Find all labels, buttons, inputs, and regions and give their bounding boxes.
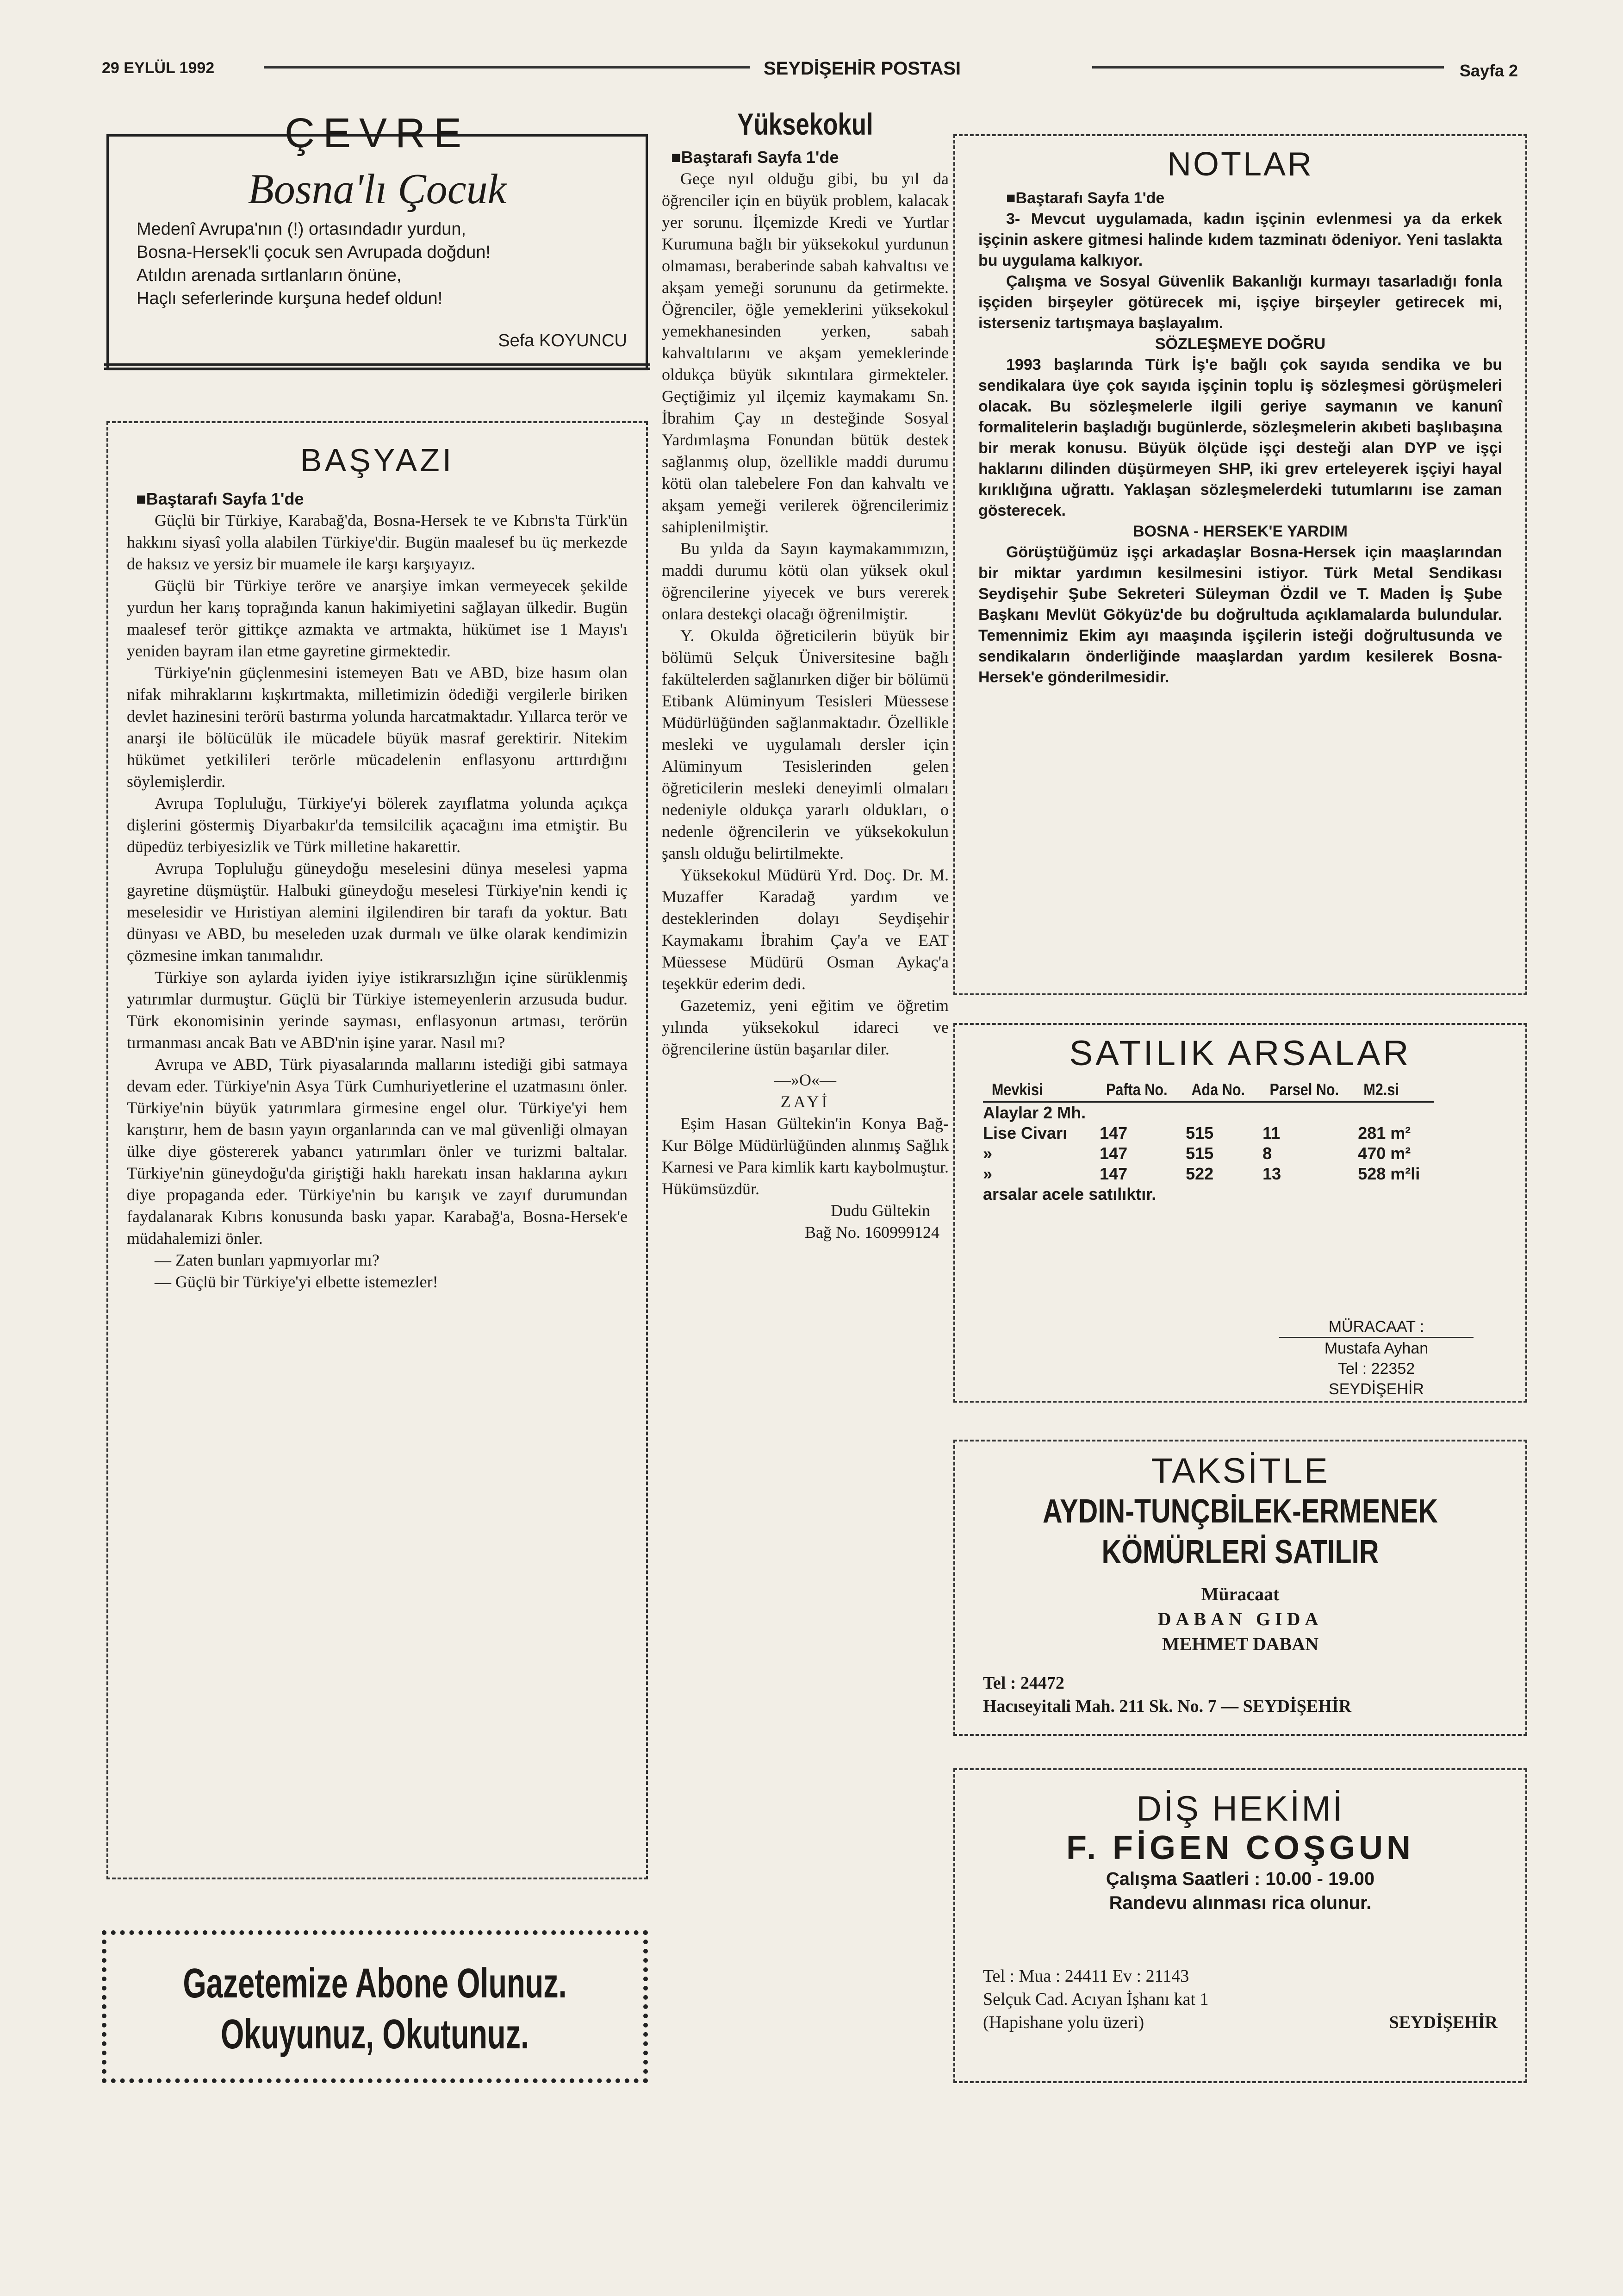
cevre-poem-box <box>106 110 648 370</box>
college-title: Yüksekokul <box>737 107 873 141</box>
dentist-name: F. FİGEN COŞGUN <box>1066 1829 1415 1866</box>
contact-phone: Tel : 22352 <box>1337 1360 1415 1378</box>
paragraph: Geçe nyıl olduğu gibi, bu yıl da öğrenciler için en büyük problem, kalacak yer sorunu. İlçemizde Kredi ve Yurtlar Kurumuna bağlı bir yüksekokul yurdunun olmaması, beraberinde sabah kahvaltısı ve akşam yemeği sorununu da getirmekte. Öğrenciler, öğle yemeklerini yüksekokul yemekhanesinden yerken, sabah kahvaltılarını ve akşam yemeklerinde oldukça büyük sıkıntılara girmekteler. Geçtiğimiz yıl ilçemiz kaymakamı Sn. İbrahim Çay ın desteğinde Sosyal Yardımlaşma Fonundan bütük destek sağlanmış olup, özellikle maddi durumu kötü olan talebelere Fon dan kahvaltı ve akşam yemeği verilerek öğrencilerimiz sahiplenilmiştir. <box>662 169 949 536</box>
table-cell: » <box>983 1164 993 1183</box>
table-cell: 147 <box>1100 1144 1128 1163</box>
contact-city: SEYDİŞEHİR <box>1389 2013 1498 2032</box>
table-cell: » <box>983 1144 993 1163</box>
poem-line: Haçlı seferlerinde kurşuna hedef oldun! <box>137 289 443 308</box>
table-cell: 515 <box>1186 1144 1214 1163</box>
table-cell: 13 <box>1262 1164 1281 1183</box>
contact-address: Selçuk Cad. Acıyan İşhanı kat 1 <box>983 1990 1209 2009</box>
zayi-signature: Dudu Gültekin <box>831 1201 930 1220</box>
cevre-title: ÇEVRE <box>284 110 470 156</box>
paragraph: Avrupa Topluluğu güneydoğu meselesini dünya meselesi yapma gayretine düşmüştür. Halbuki güneydoğu meselesi Türkiye'nin kendi iç meselesidir ve Hıristiyan alemini ilgilendiren bir tarafı da yoktur. Batı dünyası ve ABD, bu meseleden uzak durmalı ve ülke olarak kendimizin çözmesine imkan tanımalıdır. <box>127 859 628 965</box>
contact-label: Müracaat <box>1201 1584 1280 1604</box>
contact-phone: Tel : Mua : 24411 Ev : 21143 <box>983 1966 1189 1986</box>
page-header <box>102 56 1518 88</box>
continuation-ref: ■Baştarafı Sayfa 1'de <box>671 148 839 167</box>
column-header: Mevkisi <box>992 1078 1091 1102</box>
table-row <box>983 1164 1434 1184</box>
column-header: Parsel No. <box>1270 1078 1351 1102</box>
paragraph: — Zaten bunları yapmıyorlar mı? <box>155 1251 379 1269</box>
coal-sale-ad <box>953 1440 1527 1736</box>
poem-title: Bosna'lı Çocuk <box>248 165 507 212</box>
zayi-text: Eşim Hasan Gültekin'in Konya Bağ-Kur Bölge Müdürlüğünden alınmış Sağlık Karnesi ve Para kimlik kartı kaybolmuştur. Hükümsüzdür. <box>662 1114 949 1198</box>
college-article <box>662 106 949 2097</box>
land-sale-ad <box>953 1023 1527 1403</box>
table-cell: 522 <box>1186 1164 1214 1183</box>
paragraph: — Güçlü bir Türkiye'yi elbette istemezler! <box>155 1273 438 1291</box>
table-header-row <box>983 1078 1434 1102</box>
table-cell: Lise Civarı <box>983 1123 1068 1142</box>
table-cell: 8 <box>1262 1144 1272 1163</box>
contact-address: (Hapishane yolu üzeri) <box>983 2013 1144 2032</box>
continuation-ref: ■Baştarafı Sayfa 1'de <box>1006 189 1165 207</box>
subscribe-line: Gazetemize Abone Olunuz. <box>183 1960 567 2007</box>
coal-ad-title: TAKSİTLE <box>1151 1451 1330 1491</box>
poem-line: Bosna-Hersek'li çocuk sen Avrupada doğdun! <box>137 243 491 262</box>
table-cell: 281 m² <box>1358 1123 1411 1142</box>
subscribe-ad <box>102 1930 648 2083</box>
table-cell: 147 <box>1100 1123 1128 1142</box>
editorial-title: BAŞYAZI <box>300 442 454 478</box>
table-cell: 470 m² <box>1358 1144 1411 1163</box>
table-cell <box>1358 1102 1434 1123</box>
sale-note: arsalar acele satılıktır. <box>983 1185 1157 1204</box>
issue-date: 29 EYLÜL 1992 <box>102 59 215 77</box>
paragraph: Türkiye'nin güçlenmesini istemeyen Batı ve ABD, bize hasım olan nifak mihraklarını kışkırtmakta, milletimizin ödediği vergilerle biriken devlet hazinesini terörü bastırma yolunda harcatmaktadır. Yıllarca terör ve anarşi ile bölücülük ile mücadele büyük masraf gerektirir. Nitekim hükümet yetkilileri terörle mücadelenin enflasyonu arttırdığını söylemişlerdir. <box>127 663 628 791</box>
column-header: Ada No. <box>1192 1078 1257 1102</box>
header-rule-right <box>1092 66 1444 69</box>
table-cell: 11 <box>1262 1123 1281 1142</box>
owner-name: MEHMET DABAN <box>1162 1634 1319 1654</box>
poem-line: Medenî Avrupa'nın (!) ortasındadır yurdun, <box>137 219 466 239</box>
appointment-note: Randevu alınması rica olunur. <box>1109 1893 1372 1913</box>
table-cell: 515 <box>1186 1123 1214 1142</box>
land-table <box>983 1078 1434 1204</box>
paragraph: Güçlü bir Türkiye, Karabağ'da, Bosna-Hersek te ve Kıbrıs'ta Türk'ün hakkını siyasî yolla alabilen Türkiye'dir. Bugün maalesef bu üç merkezde de haksız ve yersiz bir muamele ile karşı karşıyayız. <box>127 511 628 573</box>
header-rule-left <box>264 66 750 69</box>
table-row <box>983 1143 1434 1164</box>
column-header: M2.si <box>1364 1078 1428 1102</box>
zayi-title: ZAYİ <box>780 1092 830 1111</box>
paragraph: 3- Mevcut uygulamada, kadın işçinin evlenmesi ya da erkek işçinin askere gitmesi halinde kıdem tazminatı ödeniyor. Yeni taslakta bu uygulama kalkıyor. <box>978 210 1502 269</box>
divider: —»O«— <box>774 1071 836 1089</box>
editorial-text <box>108 488 646 1293</box>
working-hours: Çalışma Saatleri : 10.00 - 19.00 <box>1106 1869 1375 1889</box>
contact-phone: Tel : 24472 <box>983 1673 1064 1693</box>
contact-name: Mustafa Ayhan <box>1324 1340 1429 1357</box>
continuation-ref: ■Baştarafı Sayfa 1'de <box>136 489 304 508</box>
table-row <box>983 1123 1434 1143</box>
table-cell: Alaylar 2 Mh. <box>983 1103 1086 1122</box>
section-heading: SÖZLEŞMEYE DOĞRU <box>1155 335 1326 353</box>
paragraph: Bu yılda da Sayın kaymakamımızın, maddi durumu kötü olan yüksek okul öğrencilerine yiyecek ve burs vererek onlara destekçi olacağı öğrenilmiştir. <box>662 539 949 623</box>
contact-label: MÜRACAAT : <box>1279 1316 1474 1338</box>
coal-ad-line: AYDIN-TUNÇBİLEK-ERMENEK <box>1043 1493 1438 1530</box>
page-number: Sayfa 2 <box>1459 61 1518 80</box>
paragraph: Yüksekokul Müdürü Yrd. Doç. Dr. M. Muzaffer Karadağ yardım ve desteklerinden dolayı Seydişehir Kaymakamı İbrahim Çay'a ve EAT Müessese Müdürü Osman Aykaç'a teşekkür ederim dedi. <box>662 866 949 993</box>
column-header: Pafta No. <box>1106 1078 1179 1102</box>
dentist-title: DİŞ HEKİMİ <box>1136 1789 1344 1828</box>
paragraph: 1993 başlarında Türk İş'e bağlı çok sayıda sendika ve bu sendikalara üye çok sayıda işçinin toplu iş sözleşmesi görüşmeleri olacak. Bu sözleşmelerle ilgili geriye saymanın ve kanunî formalitelerin başladığı bugünlerde, sözleşmelerin akıbeti başlıbaşına bir merak konusu. Büyük ölçüde işçi desteği alan DYP ve işçi haklarını dilinden düşürmeyen SHP, iki grev erteleyerek işçiyi hayal kırıklığına uğrattı. Yaklaşan sözleşmelerdeki tutumlarını ise zaman gösterecek. <box>978 356 1502 519</box>
dentist-ad <box>953 1768 1527 2083</box>
table-cell: 147 <box>1100 1164 1128 1183</box>
contact-city: SEYDİŞEHİR <box>1329 1380 1424 1398</box>
notes-title: NOTLAR <box>1167 146 1314 183</box>
poem-author: Sefa KOYUNCU <box>498 331 627 350</box>
editorial-box <box>106 421 648 1879</box>
table-cell <box>1262 1102 1358 1123</box>
section-heading: BOSNA - HERSEK'E YARDIM <box>1132 523 1348 540</box>
table-cell <box>1186 1102 1262 1123</box>
table-row <box>983 1184 1434 1204</box>
zayi-number: Bağ No. 160999124 <box>805 1223 939 1242</box>
notes-box <box>953 134 1527 995</box>
subscribe-line: Okuyunuz, Okutunuz. <box>221 2011 529 2058</box>
table-cell: 528 m²li <box>1358 1164 1420 1183</box>
college-text <box>662 146 949 1243</box>
decorative-border <box>104 363 650 381</box>
paragraph: Gazetemiz, yeni eğitim ve öğretim yılında yüksekokul idareci ve öğrencilerine üstün başarılar diler. <box>662 996 949 1058</box>
paragraph: Avrupa ve ABD, Türk piyasalarında mallarını istediği gibi satmaya devam eder. Türkiye'nin Asya Türk Cumhuriyetlerine el uzatmasını önler. Türkiye'nin büyük yatırımlara girmesine engel olur. Türkiye'yi hem karıştırır, hem de basın yayın organlarında can ve mal güvenliği olmayan ülke diye göstererek yabancı yatırımları önler ve turizmi baltalar. Türkiye'nin güneydoğu'da giriştiği haklı harekatı insan haklarına aykırı diye propaganda eder. Türkiye'nin bu karışık ve zayıf durumundan faydalanarak Kıbrıs konusunda baskı yapar. Karabağ'a, Bosna-Hersek'e müdahalemizi önler. <box>127 1055 628 1248</box>
notes-text <box>955 188 1525 688</box>
paragraph: Görüştüğümüz işçi arkadaşlar Bosna-Hersek için maaşlarından bir miktar yardımın kesilmesini istiyor. Türk Metal Sendikası Seydişehir Şube Sekreteri Süleyman Özdil ve T. Maden İş Şube Başkanı Mevlüt Gökyüz'de bu doğrultuda açıklamalarda bulundular. Temennimiz Ekim ayı maaşında işçilerin isteği doğrultusunda ve sendikaların önderliğinde maaşlardan yardım kesilerek Bosna-Hersek'e gönderilmesidir. <box>978 543 1502 686</box>
land-sale-title: SATILIK ARSALAR <box>1069 1034 1412 1073</box>
table-cell <box>1100 1102 1186 1123</box>
poem-lines <box>137 218 491 310</box>
firm-name: DABAN GIDA <box>1157 1609 1323 1629</box>
contact-block <box>1279 1316 1474 1399</box>
coal-ad-line: KÖMÜRLERİ SATILIR <box>1101 1534 1379 1571</box>
contact-address: Hacıseyitali Mah. 211 Sk. No. 7 — SEYDİŞEHİR <box>983 1697 1351 1716</box>
paragraph: Güçlü bir Türkiye teröre ve anarşiye imkan vermeyecek şekilde yurdun her karış toprağında kanun hakimiyetini sağlayan ülkedir. Bugün maalesef terör gittikçe azmakta ve artmakta, hükümet ise 1 Mayıs'ı yeniden bayram ilan etme gayretine girmektedir. <box>127 576 628 660</box>
table-row <box>983 1102 1434 1123</box>
paragraph: Avrupa Topluluğu, Türkiye'yi bölerek zayıflatma yolunda açıkça dişlerini göstermiş Diyarbakır'da temsilcilik açacağını ima etmiştir. Bu düpedüz terbiyesizlik ve Türk milletine hakarettir. <box>127 794 628 856</box>
paragraph: Y. Okulda öğreticilerin büyük bir bölümü Selçuk Üniversitesine bağlı fakültelerden sağlanırken diğer bir bölümü Etibank Alüminyum Tesisleri Müessese Müdürlüğünden sağlanmaktadır. Özellikle mesleki ve uygulamalı dersler için Alüminyum Tesislerinden gelen öğreticilerin mesleki deneyimli olmaları nedeniyle oldukça yararlı oldukları, o nedenle öğrencilerin ve yüksekokulun şanslı olduğu belirtilmekte. <box>662 626 949 862</box>
paragraph: Türkiye son aylarda iyiden iyiye istikrarsızlığın içine sürüklenmiş yatırımlar durmuştur. Güçlü bir Türkiye istemeyenlerin arzusuda budur. Türk ekonomisinin yerinde sayması, enflasyonun artması, terörün tırmanması ancak Batı ve ABD'nin işine yarar. Nasıl mı? <box>127 968 628 1052</box>
newspaper-name: SEYDİŞEHİR POSTASI <box>764 58 961 79</box>
poem-line: Atıldın arenada sırtlanların önüne, <box>137 266 402 285</box>
paragraph: Çalışma ve Sosyal Güvenlik Bakanlığı kurmayı tasarladığı fonla işçiden birşeyler götürecek mi, işçiye birşeyler getirecek mi, isterseniz tartışmaya başlayalım. <box>978 273 1502 332</box>
